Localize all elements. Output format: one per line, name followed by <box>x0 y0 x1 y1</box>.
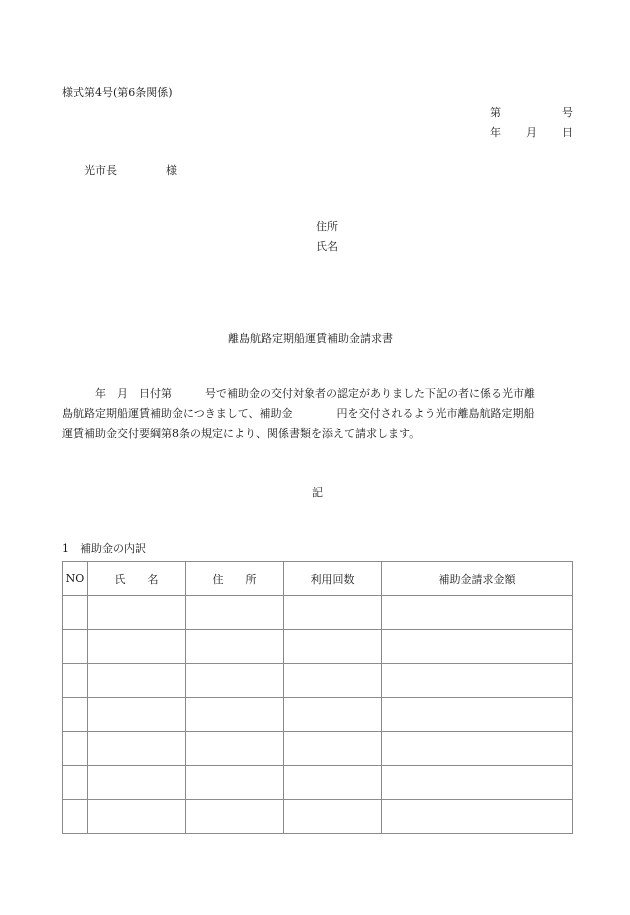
table-cell[interactable] <box>63 664 88 698</box>
body-line-2: 島航路定期船運賃補助金につきまして、補助金 円を交付されるよう光市離島航路定期船 <box>62 407 535 420</box>
addressee-name: 光市長 <box>84 164 117 177</box>
table-cell[interactable] <box>88 698 186 732</box>
ki-marker: 記 <box>312 486 323 499</box>
table-row <box>63 732 573 766</box>
table-cell[interactable] <box>88 732 186 766</box>
table-body <box>63 596 573 834</box>
table-row <box>63 630 573 664</box>
table-cell[interactable] <box>88 766 186 800</box>
table-cell[interactable] <box>284 664 382 698</box>
header-claim-amount: 補助金請求金額 <box>382 562 573 596</box>
table-row <box>63 698 573 732</box>
request-body-text <box>62 384 582 444</box>
table-cell[interactable] <box>186 664 284 698</box>
table-cell[interactable] <box>284 596 382 630</box>
header-name: 氏 名 <box>88 562 186 596</box>
table-cell[interactable] <box>186 630 284 664</box>
document-title: 離島航路定期船運賃補助金請求書 <box>228 332 393 345</box>
table-cell[interactable] <box>284 800 382 834</box>
addressee-honorific: 様 <box>166 164 177 177</box>
table-cell[interactable] <box>88 800 186 834</box>
table-cell[interactable] <box>63 800 88 834</box>
document-number-label: 第 <box>490 106 501 119</box>
body-line-1: 年 月 日付第 号で補助金の交付対象者の認定がありました下記の者に係る光市離 <box>62 387 535 400</box>
table-header-row <box>63 562 573 596</box>
table-cell[interactable] <box>382 630 573 664</box>
body-line-3: 運賃補助金交付要綱第8条の規定により、関係書類を添えて請求します。 <box>62 427 421 440</box>
table-cell[interactable] <box>382 596 573 630</box>
table-cell[interactable] <box>63 766 88 800</box>
date-year-label: 年 <box>490 126 501 139</box>
header-address: 住 所 <box>186 562 284 596</box>
table-cell[interactable] <box>284 630 382 664</box>
table-row <box>63 766 573 800</box>
table-cell[interactable] <box>88 596 186 630</box>
table-cell[interactable] <box>382 766 573 800</box>
date-month-label: 月 <box>526 126 537 139</box>
subsidy-breakdown-table <box>62 561 573 834</box>
table-cell[interactable] <box>186 698 284 732</box>
table-row <box>63 800 573 834</box>
table-cell[interactable] <box>284 698 382 732</box>
table-cell[interactable] <box>186 732 284 766</box>
table-cell[interactable] <box>186 596 284 630</box>
table-cell[interactable] <box>382 732 573 766</box>
table-cell[interactable] <box>63 596 88 630</box>
table-cell[interactable] <box>284 732 382 766</box>
table-cell[interactable] <box>382 800 573 834</box>
date-day-label: 日 <box>562 126 573 139</box>
table-cell[interactable] <box>63 630 88 664</box>
table-cell[interactable] <box>284 766 382 800</box>
table-cell[interactable] <box>186 800 284 834</box>
table-cell[interactable] <box>186 766 284 800</box>
form-number: 様式第4号(第6条関係) <box>62 86 173 99</box>
table-cell[interactable] <box>382 664 573 698</box>
table-cell[interactable] <box>63 732 88 766</box>
section-heading: 1 補助金の内訳 <box>62 542 146 555</box>
applicant-name-label: 氏名 <box>316 240 338 253</box>
table-cell[interactable] <box>382 698 573 732</box>
table-cell[interactable] <box>88 664 186 698</box>
table-row <box>63 596 573 630</box>
document-number-suffix: 号 <box>562 106 573 119</box>
table-cell[interactable] <box>63 698 88 732</box>
header-no: NO <box>63 562 88 596</box>
table-row <box>63 664 573 698</box>
applicant-address-label: 住所 <box>316 220 338 233</box>
table-cell[interactable] <box>88 630 186 664</box>
header-usage-count: 利用回数 <box>284 562 382 596</box>
